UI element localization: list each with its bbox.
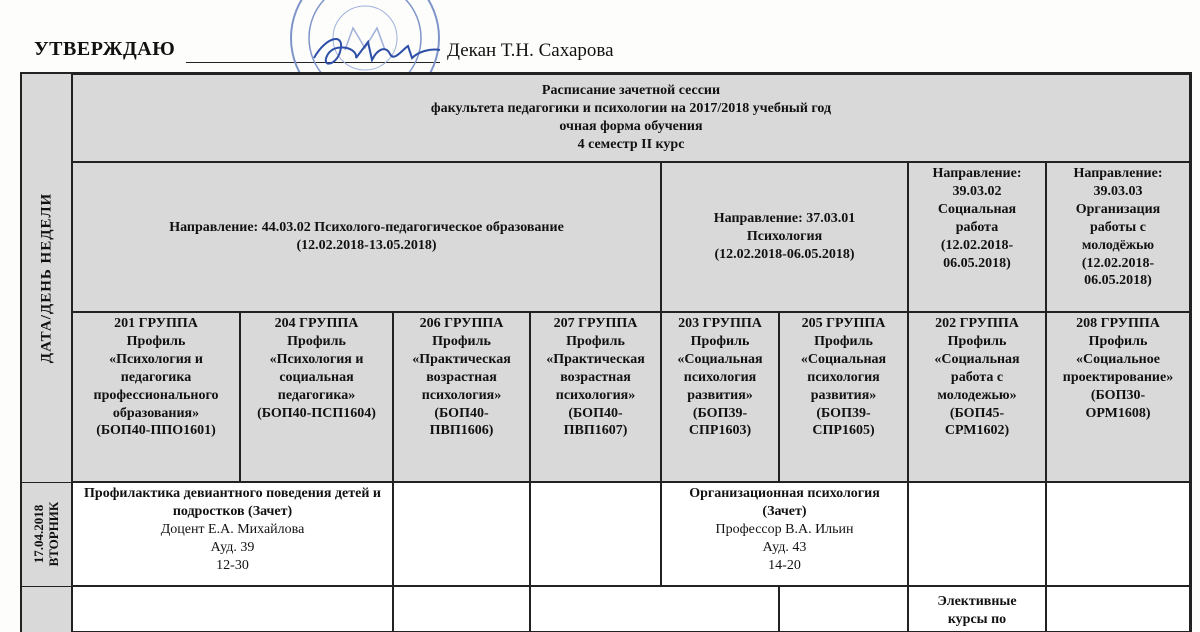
group-line: 201 ГРУППА xyxy=(114,316,198,331)
exam-teacher: Доцент Е.А. Михайлова xyxy=(160,521,305,537)
group-line: ПВП1607) xyxy=(563,423,628,439)
group-header-208 xyxy=(1046,312,1190,482)
group-line: развития» xyxy=(687,387,753,403)
direction-line: Направление: xyxy=(932,166,1022,181)
group-line: 206 ГРУППА xyxy=(419,316,504,331)
group-line: СПР1603) xyxy=(688,423,752,439)
direction-line: (12.02.2018- xyxy=(1081,255,1155,271)
direction-line: Организация xyxy=(1075,201,1161,217)
group-line: Профиль xyxy=(947,333,1007,349)
group-header-201 xyxy=(72,312,240,482)
group-line: Профиль xyxy=(566,333,625,349)
group-line: профессионального xyxy=(93,387,219,403)
group-header-207 xyxy=(530,312,661,482)
group-line: (БОП40- xyxy=(568,405,623,421)
group-header-202 xyxy=(908,312,1046,482)
group-line: СПР1605) xyxy=(812,423,875,439)
exam-cell xyxy=(908,586,1046,632)
group-line: молодежью» xyxy=(937,387,1017,403)
direction-line: 39.03.02 xyxy=(952,183,1002,199)
group-line: (БОП40-ПСП1604) xyxy=(257,405,376,421)
group-header-206 xyxy=(393,312,530,482)
direction-line: (12.02.2018-13.05.2018) xyxy=(296,238,437,253)
group-line: «Социальная xyxy=(934,351,1020,367)
group-line: (БОП45- xyxy=(949,405,1005,421)
direction-line: работы с xyxy=(1090,219,1146,235)
empty-cell xyxy=(530,586,779,632)
group-line: «Психология и xyxy=(269,351,364,367)
group-line: проектирование» xyxy=(1062,369,1174,385)
group-line: 205 ГРУППА xyxy=(801,316,886,331)
group-line: 202 ГРУППА xyxy=(935,316,1019,331)
title-line: факультета педагогики и психологии на 2017/2018 учебный год xyxy=(430,101,832,117)
title-line: Расписание зачетной сессии xyxy=(541,83,721,99)
group-line: ОРМ1608) xyxy=(1085,405,1151,421)
group-line: 208 ГРУППА xyxy=(1076,316,1160,331)
group-line: 204 ГРУППА xyxy=(274,316,359,331)
group-line: «Социальная xyxy=(800,351,887,367)
group-line: 207 ГРУППА xyxy=(553,316,638,331)
group-header-204 xyxy=(240,312,393,482)
direction-line: Направление: 44.03.02 Психолого-педагогическое образование xyxy=(169,220,564,236)
title-line: очная форма обучения xyxy=(559,119,703,134)
direction-line: 39.03.03 xyxy=(1093,183,1143,199)
weekday-value: ВТОРНИК xyxy=(46,501,61,567)
direction-line: (12.02.2018- xyxy=(940,237,1014,253)
side-header-label: ДАТА/ДЕНЬ НЕДЕЛИ xyxy=(38,192,55,364)
exam-room: Ауд. 43 xyxy=(762,539,807,555)
group-line: Профиль xyxy=(1088,333,1148,349)
group-line: (БОП39- xyxy=(816,405,871,421)
direction-line: 06.05.2018) xyxy=(1084,273,1152,289)
group-header-203 xyxy=(661,312,779,482)
empty-cell xyxy=(779,586,908,632)
group-line: Профиль xyxy=(690,333,750,349)
direction-line: Социальная xyxy=(937,201,1017,217)
group-line: СРМ1602) xyxy=(944,423,1010,439)
date-cell xyxy=(22,586,72,632)
approval-label: УТВЕРЖДАЮ xyxy=(34,38,176,60)
exam-subject: Профилактика девиантного поведения детей и подростков (Зачет) xyxy=(84,486,381,519)
group-line: 203 ГРУППА xyxy=(678,316,762,331)
group-line: Профиль xyxy=(287,333,346,349)
group-line: педагогика xyxy=(120,369,192,385)
group-line: (БОП40-ППО1601) xyxy=(96,423,216,439)
direction-header xyxy=(908,162,1046,312)
exam-subject: Организационная психология (Зачет) xyxy=(689,486,880,519)
exam-time: 12-30 xyxy=(216,557,249,573)
group-line: психология xyxy=(683,369,757,385)
group-line: психология» xyxy=(421,387,502,403)
dean-signature xyxy=(306,28,446,74)
exam-teacher: Профессор В.А. Ильин xyxy=(715,521,854,537)
group-line: педагогика» xyxy=(277,387,356,403)
date-label xyxy=(32,502,62,567)
group-line: Профиль xyxy=(432,333,491,349)
group-line: психология» xyxy=(555,387,636,403)
exam-room: Ауд. 39 xyxy=(210,539,255,555)
group-line: (БОП40- xyxy=(434,405,489,421)
direction-header xyxy=(1046,162,1190,312)
direction-line: Направление: 37.03.01 xyxy=(713,211,856,227)
empty-cell xyxy=(393,482,530,586)
group-line: Профиль xyxy=(814,333,873,349)
group-line: «Социальное xyxy=(1076,351,1160,367)
empty-cell xyxy=(530,482,661,586)
group-line: (БОП39- xyxy=(692,405,748,421)
title-line: 4 семестр II курс xyxy=(577,136,685,152)
group-line: образования» xyxy=(112,405,200,421)
direction-line: 06.05.2018) xyxy=(943,255,1011,271)
date-value: 17.04.2018 xyxy=(31,504,47,564)
empty-cell xyxy=(393,586,530,632)
group-line: психология xyxy=(807,369,880,385)
direction-header xyxy=(72,162,661,312)
empty-cell xyxy=(1046,482,1190,586)
group-line: Профиль xyxy=(126,333,186,349)
exam-subject: Элективные курсы по xyxy=(937,594,1017,627)
direction-header xyxy=(661,162,908,312)
group-line: (БОП30- xyxy=(1090,387,1146,403)
group-line: социальная xyxy=(279,369,354,385)
direction-line: молодёжью xyxy=(1081,237,1155,253)
group-line: возрастная xyxy=(426,369,497,385)
group-line: «Психология и xyxy=(109,351,203,367)
group-line: работа с xyxy=(950,369,1004,385)
direction-line: работа xyxy=(955,219,999,235)
group-header-205 xyxy=(779,312,908,482)
group-line: «Практическая xyxy=(412,351,511,367)
direction-line: (12.02.2018-06.05.2018) xyxy=(714,246,855,262)
direction-line: Психология xyxy=(746,229,823,245)
exam-cell xyxy=(661,482,908,586)
group-line: развития» xyxy=(810,387,877,403)
group-line: ПВП1606) xyxy=(429,423,494,439)
group-line: «Практическая xyxy=(546,351,645,367)
group-line: «Социальная xyxy=(677,351,763,367)
empty-cell xyxy=(1046,586,1190,632)
dean-name: Декан Т.Н. Сахарова xyxy=(447,40,614,61)
schedule-title xyxy=(72,74,1190,162)
empty-cell xyxy=(72,586,393,632)
empty-cell xyxy=(908,482,1046,586)
group-line: возрастная xyxy=(560,369,631,385)
direction-line: Направление: xyxy=(1073,166,1163,181)
exam-time: 14-20 xyxy=(768,557,801,573)
exam-cell xyxy=(72,482,393,586)
